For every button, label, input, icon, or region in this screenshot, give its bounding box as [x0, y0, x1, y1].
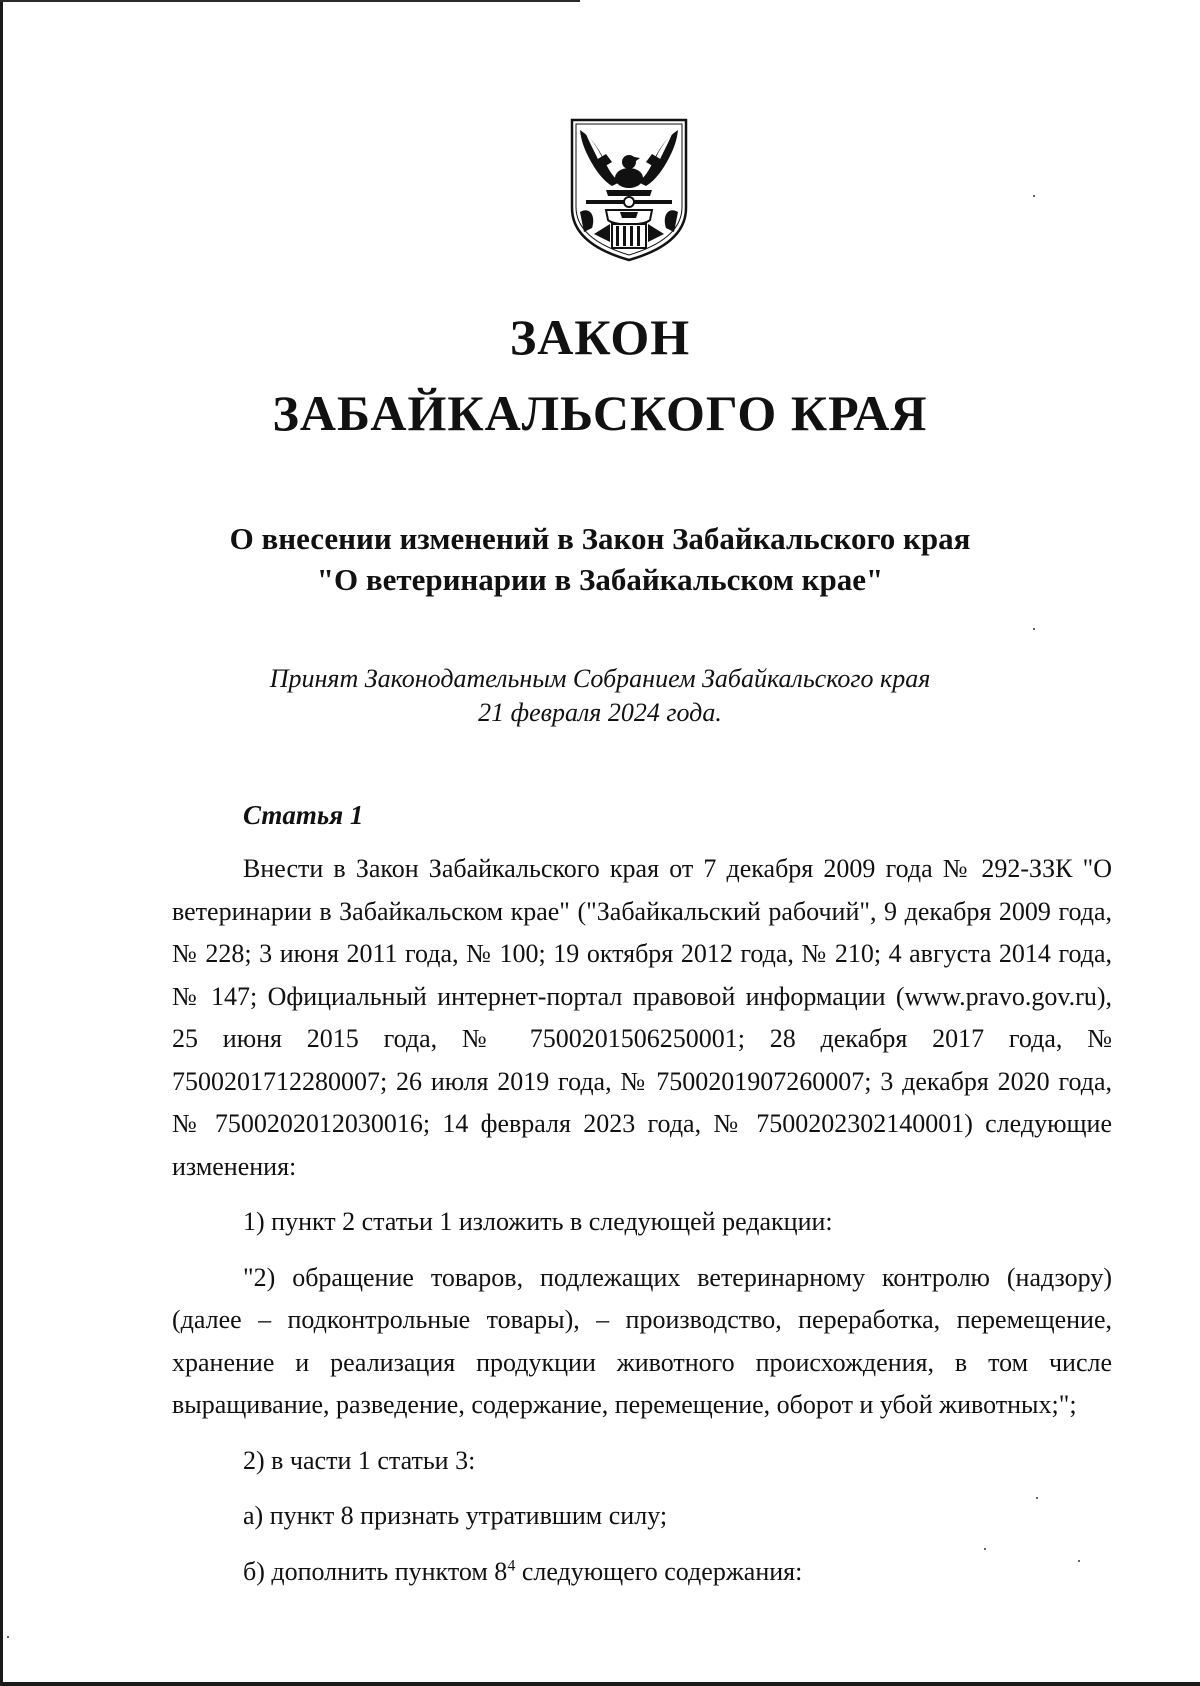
law-title-line2: ЗАБАЙКАЛЬСКОГО КРАЯ	[272, 385, 928, 441]
amendment-item-2b-prefix: б) дополнить пунктом 8	[243, 1556, 508, 1586]
adoption-date: 21 февраля 2024 года.	[478, 698, 722, 727]
article-1-body	[172, 848, 1112, 1593]
amendment-item-2: 2) в части 1 статьи 3:	[243, 1445, 476, 1475]
law-subject	[0, 518, 1200, 600]
scan-speck	[1078, 1560, 1080, 1562]
scan-speck	[1036, 1497, 1038, 1499]
amendment-item-2a: а) пункт 8 признать утратившим силу;	[243, 1501, 668, 1530]
scan-edge-top	[0, 0, 580, 2]
law-title-line1: ЗАКОН	[509, 309, 691, 365]
adoption-note-line1: Принят Законодательным Собранием Забайкальского края	[269, 664, 931, 693]
law-subject-line1: О внесении изменений в Закон Забайкальского края	[229, 521, 971, 556]
article-1-heading: Статья 1	[243, 800, 364, 830]
scan-edge-bottom	[0, 1682, 1200, 1686]
scan-speck	[1033, 628, 1035, 630]
scan-edge-left	[0, 0, 3, 1686]
scan-speck	[1033, 195, 1035, 197]
scan-speck	[984, 1548, 986, 1550]
amendment-item-2b-superscript: 4	[507, 1556, 516, 1574]
amendment-item-2b-suffix: следующего содержания:	[515, 1556, 803, 1586]
law-subject-line2: "О ветеринарии в Забайкальском крае"	[316, 562, 884, 597]
amendment-item-2b	[172, 1551, 1112, 1594]
adoption-note	[0, 662, 1200, 730]
scan-speck	[7, 1636, 9, 1638]
amendment-item-1: 1) пункт 2 статьи 1 изложить в следующей редакции:	[243, 1207, 833, 1236]
amendment-item-1-text: "2) обращение товаров, подлежащих ветеринарному контролю (надзору) (далее – подконтрольные товары), – производство, переработка, перемещение, хранение и реализация продукции животного происхождения, в том числе выращивание, разведение, содержание, перемещение, оборот и убой животных;";	[172, 1262, 1112, 1419]
article-1-intro: Внести в Закон Забайкальского края от 7 декабря 2009 года № 292-ЗЗК "О ветеринарии в Забайкальском крае" ("Забайкальский рабочий", 9 декабря 2009 года, № 228; 3 июня 2011 года, № 100; 19 октября 2012 года, № 210; 4 августа 2014 года, № 147; Официальный интернет-портал правовой информации (www.pravo.gov.ru), 25 июня 2015 года, № 7500201506250001; 28 декабря 2017 года, № 7500201712280007; 26 июля 2019 года, № 7500201907260007; 3 декабря 2020 года, № 7500202012030016; 14 февраля 2023 года, № 7500202302140001) следующие изменения:	[172, 854, 1112, 1181]
zabaikalsky-krai-coat-of-arms-icon	[566, 116, 692, 264]
